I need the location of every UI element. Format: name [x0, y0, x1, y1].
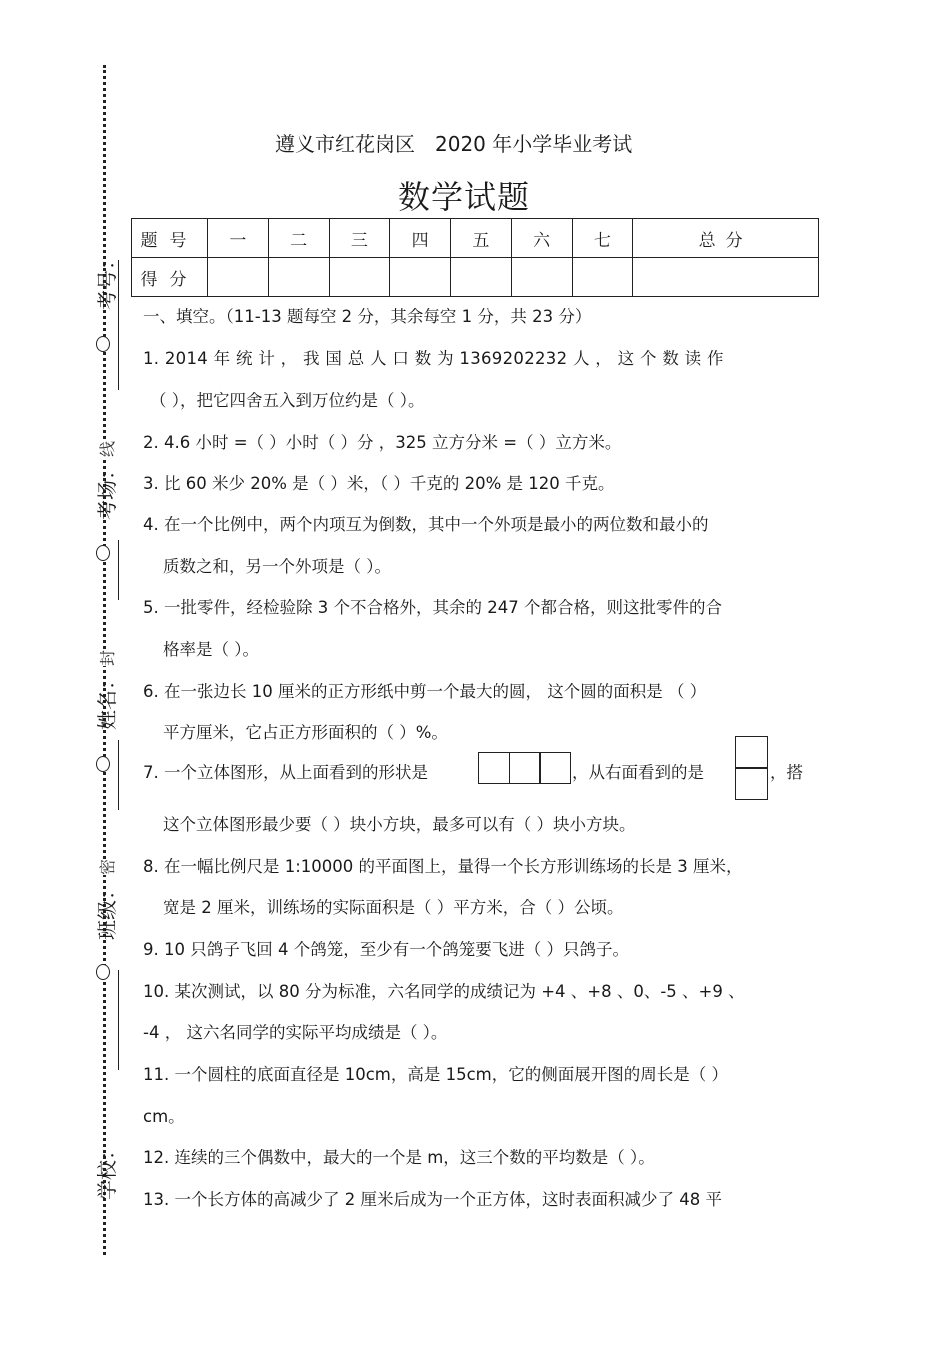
school-line	[118, 970, 119, 1070]
question-2: 2. 4.6 小时 =（ ）小时（ ）分 ，325 立方分米 =（ ）立方米。	[143, 433, 622, 452]
question-1-line-2: （ ），把它四舍五入到万位约是（ ）。	[150, 391, 425, 410]
class-line	[118, 740, 119, 810]
question-1-line-1: 1. 2014 年 统 计 ， 我 国 总 人 口 数 为 1369202232 人 ， 这 个 数 读 作	[143, 349, 724, 368]
name-label: 姓名：	[95, 670, 119, 730]
name-line	[118, 540, 119, 600]
name-field[interactable]	[40, 570, 119, 730]
question-5-line-2: 格率是（ ）。	[163, 640, 259, 659]
question-8-line-2: 宽是 2 厘米，训练场的实际面积是（ ）平方米，合（ ）公顷。	[163, 898, 624, 917]
class-label: 班级：	[95, 880, 119, 940]
score-col-7: 七	[572, 219, 633, 258]
score-row-header: 得分	[132, 258, 208, 297]
score-col-total: 总分	[633, 219, 819, 258]
binding-hole-icon	[96, 545, 110, 561]
school-field[interactable]	[40, 1040, 119, 1200]
score-table-score-row	[132, 258, 819, 297]
question-3: 3. 比 60 米少 20% 是（ ）米，（ ）千克的 20% 是 120 千克。	[143, 474, 615, 493]
binding-hole-icon	[96, 756, 110, 772]
binding-hole-icon	[96, 964, 110, 980]
exam-room-field[interactable]	[40, 360, 119, 520]
exam-number-label: 考号：	[95, 250, 119, 310]
question-4-line-2: 质数之和，另一个外项是（ ）。	[163, 557, 391, 576]
exam-room-line	[118, 330, 119, 390]
square-icon	[509, 752, 541, 784]
score-table	[131, 218, 819, 297]
question-7-line-2: 这个立体图形最少要（ ）块小方块，最多可以有（ ）块小方块。	[163, 815, 636, 834]
question-5-line-1: 5. 一批零件，经检验除 3 个不合格外，其余的 247 个都合格，则这批零件的合	[143, 598, 722, 617]
question-4-line-1: 4. 在一个比例中，两个内项互为倒数，其中一个外项是最小的两位数和最小的	[143, 515, 709, 534]
score-cell[interactable]	[511, 258, 572, 297]
seal-char-feng: 封	[98, 649, 118, 667]
question-6-line-1: 6. 在一张边长 10 厘米的正方形纸中剪一个最大的圆， 这个圆的面积是 （ ）	[143, 682, 707, 701]
seal-char-xian: 线	[98, 440, 118, 458]
question-8-line-1: 8. 在一幅比例尺是 1:10000 的平面图上，量得一个长方形训练场的长是 3 厘米，	[143, 857, 743, 876]
question-7-part-3: ，搭	[770, 763, 803, 782]
exam-room-label: 考场：	[95, 460, 119, 520]
score-cell[interactable]	[208, 258, 269, 297]
score-col-3: 三	[329, 219, 390, 258]
binding-margin	[0, 0, 130, 1345]
score-col-4: 四	[390, 219, 451, 258]
score-cell[interactable]	[451, 258, 512, 297]
square-icon	[478, 752, 510, 784]
question-7-part-1: 7. 一个立体图形，从上面看到的形状是	[143, 763, 428, 782]
subject-title: 数学试题	[398, 178, 531, 216]
class-field[interactable]	[40, 780, 119, 940]
question-11-line-2: cm。	[143, 1107, 185, 1126]
exam-number-field[interactable]	[40, 150, 119, 310]
top-view-figure	[478, 752, 570, 784]
question-11-line-1: 11. 一个圆柱的底面直径是 10cm，高是 15cm，它的侧面展开图的周长是（ ）	[143, 1065, 729, 1084]
square-icon	[735, 767, 768, 800]
square-icon	[539, 752, 571, 784]
score-col-1: 一	[208, 219, 269, 258]
question-10-line-1: 10. 某次测试，以 80 分为标准，六名同学的成绩记为 +4 、+8 、0、-5 、+9 、	[143, 982, 745, 1001]
score-col-2: 二	[268, 219, 329, 258]
question-12: 12. 连续的三个偶数中，最大的一个是 m，这三个数的平均数是（ ）。	[143, 1148, 655, 1167]
score-cell[interactable]	[572, 258, 633, 297]
question-9: 9. 10 只鸽子飞回 4 个鸽笼，至少有一个鸽笼要飞进（ ）只鸽子。	[143, 940, 629, 959]
exam-title-line: 遵义市红花岗区 2020 年小学毕业考试	[275, 132, 633, 156]
question-10-line-2: -4 ， 这六名同学的实际平均成绩是（ ）。	[143, 1023, 448, 1042]
section1-heading: 一、填空。（11-13 题每空 2 分，其余每空 1 分，共 23 分）	[143, 307, 592, 326]
question-number-header: 题号	[132, 219, 208, 258]
binding-hole-icon	[96, 336, 110, 352]
score-cell[interactable]	[633, 258, 819, 297]
score-col-6: 六	[511, 219, 572, 258]
score-table-header-row	[132, 219, 819, 258]
score-col-5: 五	[451, 219, 512, 258]
score-cell[interactable]	[390, 258, 451, 297]
square-icon	[735, 736, 768, 769]
question-7-part-2: ，从右面看到的是	[572, 763, 704, 782]
seal-char-mi: 密	[98, 858, 118, 876]
score-cell[interactable]	[329, 258, 390, 297]
question-6-line-2: 平方厘米，它占正方形面积的（ ）%。	[163, 723, 448, 742]
score-cell[interactable]	[268, 258, 329, 297]
school-label: 学校：	[95, 1140, 119, 1200]
question-13-line-1: 13. 一个长方体的高减少了 2 厘米后成为一个正方体，这时表面积减少了 48 平	[143, 1190, 722, 1209]
